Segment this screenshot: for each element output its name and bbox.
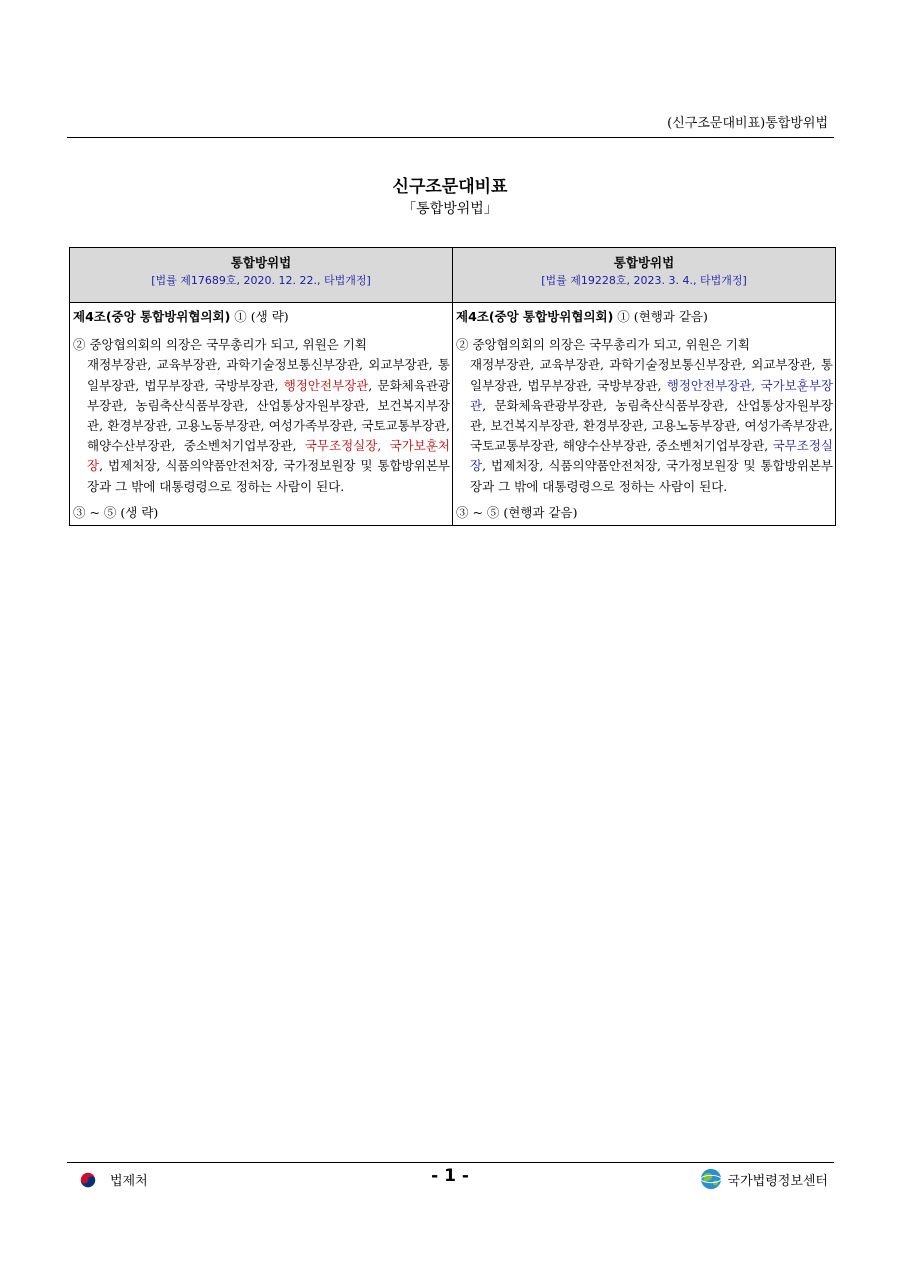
table-header-row [70,248,836,303]
old-text-cell [70,303,453,526]
old-body-text-c: , 법제처장, 식품의약품안전처장, 국가정보원장 및 통합방위본부장과 그 밖에 대통령령으로 정하는 사람이 된다. [87,458,450,494]
new-body-text-a: 재정부장관, 교육부장관, 과학기술정보통신부장관, 외교부장관, 통일부장관, 법무부장관, 국방부장관, [470,357,833,393]
new-changed-text-a: 행정안전부장관, 국가보훈부장관 [470,377,833,413]
header-rule [67,137,834,138]
header-doc-label: (신구조문대비표)통합방위법 [667,116,828,131]
new-paragraph-2 [456,335,833,497]
old-law-name: 통합방위법 [230,255,292,270]
new-body-text-b: , 문화체육관광부장관, 농림축산식품부장관, 산업통상자원부장관, 보건복지부장관, 환경부장관, 고용노동부장관, 여성가족부장관, 국토교통부장관, 해양수산부장관, 중소벤처기업부장관, [470,397,833,454]
old-law-header [70,248,453,303]
new-paragraph-2-body [456,355,833,496]
old-changed-text-b: 국무조정실장, 국가보훈처장 [87,438,450,474]
comparison-table [69,247,836,526]
old-paragraph-1: ① (생 략) [234,309,289,324]
new-paragraph-2-first-line: ② 중앙협의회의 의장은 국무총리가 되고, 위원은 기획 [456,337,750,353]
new-article-line [456,307,833,327]
new-article-title: 제4조(중앙 통합방위협의회) [456,309,614,324]
table-row [70,303,836,526]
new-law-name: 통합방위법 [613,255,675,270]
page-subtitle: 「통합방위법」 [402,201,498,217]
old-paragraph-2-body [73,355,450,496]
page-title: 신구조문대비표 [392,177,508,197]
old-paragraph-3: ③ ~ ⑤ (생 략) [73,504,159,520]
old-body-text-b: , 문화체육관광부장관, 농림축산식품부장관, 산업통상자원부장관, 보건복지부장관, 환경부장관, 고용노동부장관, 여성가족부장관, 국토교통부장관, 해양수산부장관, 중소벤처기업부장관, [87,377,450,454]
new-law-header [453,248,836,303]
footer-rule [67,1162,834,1163]
globe-logo-icon [700,1168,722,1190]
footer-left-org: 법제처 [110,1174,148,1189]
old-law-amendment: [법률 제17689호, 2020. 12. 22., 타법개정] [151,274,371,287]
footer-right [700,1168,828,1190]
footer-right-org: 국가법령정보센터 [727,1173,828,1189]
new-changed-text-b: 국무조정실장 [470,438,833,474]
new-body-text-c: , 법제처장, 식품의약품안전처장, 국가정보원장 및 통합방위본부장과 그 밖에 대통령령으로 정하는 사람이 된다. [470,458,833,494]
new-paragraph-1: ① (현행과 같음) [617,309,708,324]
old-paragraph-2 [73,335,450,497]
old-article-line [73,307,450,327]
old-changed-text-a: 행정안전부장관 [283,377,369,393]
old-body-text-a: 재정부장관, 교육부장관, 과학기술정보통신부장관, 외교부장관, 통일부장관, 법무부장관, 국방부장관, [87,357,450,393]
old-paragraph-2-first-line: ② 중앙협의회의 의장은 국무총리가 되고, 위원은 기획 [73,337,367,353]
new-paragraph-3: ③ ~ ⑤ (현행과 같음) [456,504,578,520]
page-number: - 1 - [431,1166,469,1186]
new-text-cell [453,303,836,526]
old-article-title: 제4조(중앙 통합방위협의회) [73,309,231,324]
new-law-amendment: [법률 제19228호, 2023. 3. 4., 타법개정] [541,274,747,287]
